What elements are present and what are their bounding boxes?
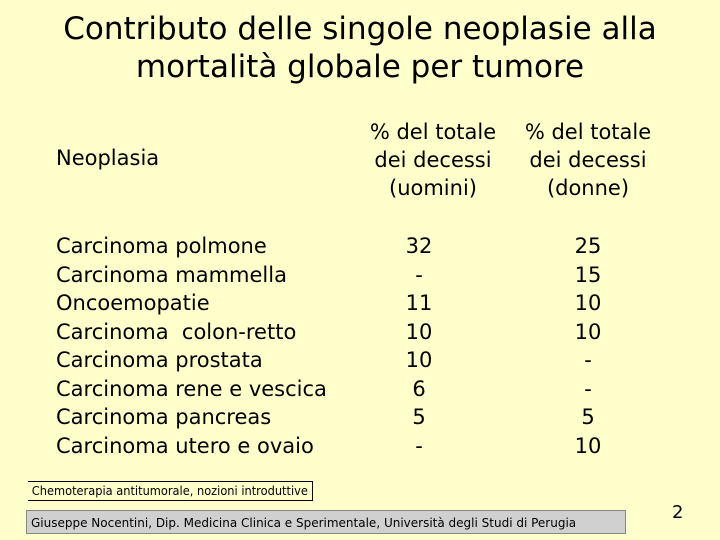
row-men-value: 6 [412,376,426,401]
table-row [56,232,676,261]
row-name: Carcinoma prostata [56,348,263,372]
row-name: Carcinoma utero e ovaio [56,433,314,458]
row-women-value: - [584,376,592,401]
row-name: Carcinoma colon-retto [56,319,297,344]
header-women-line-2: dei decessi [529,148,647,172]
row-women-value: 25 [574,234,602,258]
row-women-value: 10 [574,319,602,344]
row-name: Carcinoma mammella [56,262,287,287]
row-name: Carcinoma polmone [56,234,267,258]
row-name: Carcinoma rene e vescica [56,376,327,401]
table-row [56,432,676,461]
header-men-line-3: (uomini) [389,176,477,200]
row-men-value: 32 [405,234,433,258]
table-row [56,346,676,375]
row-men-value: 10 [405,348,433,372]
row-women-value: 10 [574,433,602,458]
table-row [56,375,676,404]
table-row [56,289,676,318]
table-row [56,318,676,347]
row-women-value: 10 [574,291,602,315]
row-men-value: 10 [405,319,433,344]
row-women-value: - [584,348,592,372]
header-men-line-1: % del totale [369,120,497,144]
course-label: Chemoterapia antitumorale, nozioni introduttive [28,481,313,501]
row-men-value: 5 [412,405,426,429]
header-men-line-2: dei decessi [374,148,492,172]
row-men-value: - [415,262,423,287]
row-women-value: 5 [581,405,595,429]
mortality-table [56,232,676,460]
title-line-1: Contributo delle singole neoplasie alla [63,11,657,47]
row-men-value: 11 [405,291,433,315]
title-line-2: mortalità globale per tumore [135,49,585,85]
row-women-value: 15 [574,262,602,287]
table-row [56,261,676,290]
slide-title [0,10,720,86]
header-women-line-3: (donne) [546,176,630,200]
author-footer: Giuseppe Nocentini, Dip. Medicina Clinica e Sperimentale, Università degli Studi di Perugia [26,510,626,534]
row-name: Carcinoma pancreas [56,405,272,429]
row-name: Oncoemopatie [56,291,210,315]
header-women-line-1: % del totale [524,120,652,144]
table-row [56,403,676,432]
row-men-value: - [415,433,423,458]
header-women [503,118,673,202]
page-number: 2 [672,502,684,523]
header-neoplasia: Neoplasia [56,146,160,170]
header-men [348,118,518,202]
